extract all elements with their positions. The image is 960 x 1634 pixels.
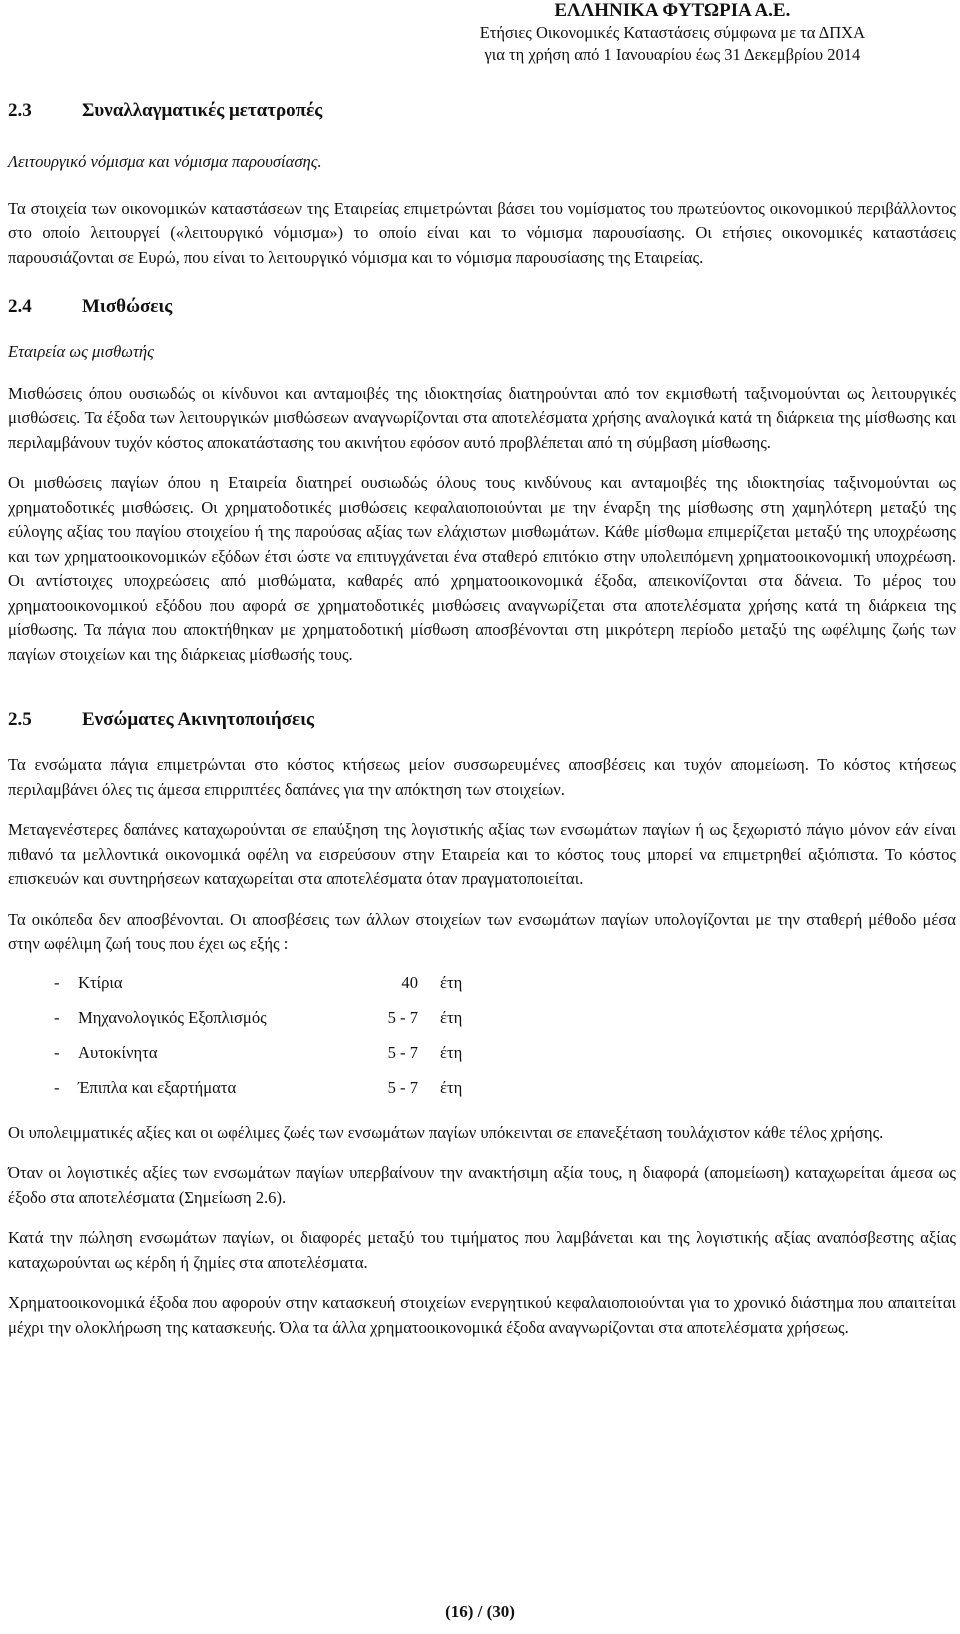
- list-item: - Αυτοκίνητα 5 - 7 έτη: [54, 1042, 463, 1062]
- section-2-5-paragraph-3: Τα οικόπεδα δεν αποσβένονται. Οι αποσβέσεις των άλλων στοιχείων των ενσωμάτων παγίων υπολογίζονται με την σταθερή μέθοδο μέσα στην ωφέλιμη ζωή τους που έχει ως εξής :: [8, 909, 956, 953]
- section-2-5-heading: [8, 707, 956, 733]
- list-item: - Έπιπλα και εξαρτήματα 5 - 7 έτη: [54, 1077, 463, 1097]
- section-number: 2.3: [8, 100, 32, 121]
- header-line-2: για τη χρήση από 1 Ιανουαρίου έως 31 Δεκεμβρίου 2014: [484, 45, 861, 64]
- list-item: - Κτίρια 40 έτη: [54, 972, 463, 992]
- section-2-4-paragraph-1: Μισθώσεις όπου ουσιωδώς οι κίνδυνοι και ανταμοιβές της ιδιοκτησίας διατηρούνται από τον εκμισθωτή ταξινομούνται ως λειτουργικές μισθώσεις. Τα έξοδα των λειτουργικών μισθώσεων αναγνωρίζονται στα αποτελέσματα χρήσης αναλογικά κατά τη διάρκεια της μίσθωσης και περιλαμβάνουν τυχόν κόστος αποκατάστασης του ακινήτου εφόσον αυτό προβλέπεται από τη σύμβαση μίσθωσης.: [8, 383, 956, 452]
- section-title: Μισθώσεις: [82, 296, 173, 317]
- section-2-5-paragraph-5: Όταν οι λογιστικές αξίες των ενσωμάτων παγίων υπερβαίνουν την ανακτήσιμη αξία τους, η διαφορά (απομείωση) καταχωρείται άμεσα ως έξοδο στα αποτελέσματα (Σημείωση 2.6).: [8, 1163, 956, 1207]
- section-2-4-subtitle: Εταιρεία ως μισθωτής: [8, 342, 154, 361]
- section-2-5-paragraph-7: Χρηματοοικονομικά έξοδα που αφορούν στην κατασκευή στοιχείων ενεργητικού κεφαλαιοποιούνται για το χρονικό διάστημα που απαιτείται μέχρι την ολοκλήρωση της κατασκευής. Όλα τα άλλα χρηματοοικονομικά έξοδα αναγνωρίζονται στα αποτελέσματα χρήσεως.: [8, 1293, 956, 1337]
- company-name: ΕΛΛΗΝΙΚΑ ΦΥΤΩΡΙΑ Α.Ε.: [554, 0, 791, 21]
- page-number: (16) / (30): [445, 1602, 515, 1621]
- page-content: [8, 98, 956, 1340]
- section-title: Συναλλαγματικές μετατροπές: [82, 100, 323, 121]
- section-2-3-heading: [8, 98, 956, 124]
- section-2-3-subtitle: Λειτουργικό νόμισμα και νόμισμα παρουσίασης.: [8, 152, 322, 171]
- list-item: - Μηχανολογικός Εξοπλισμός 5 - 7 έτη: [54, 1007, 463, 1027]
- page-header: [480, 0, 865, 66]
- section-2-5-paragraph-4: Οι υπολειμματικές αξίες και οι ωφέλιμες ζωές των ενσωμάτων παγίων υπόκεινται σε επανεξέταση τουλάχιστον κάθε τέλος χρήσης.: [8, 1122, 884, 1142]
- section-number: 2.4: [8, 296, 32, 317]
- section-title: Ενσώματες Ακινητοποιήσεις: [82, 709, 314, 730]
- section-2-5-paragraph-1: Τα ενσώματα πάγια επιμετρώνται στο κόστος κτήσεως μείον συσσωρευμένες αποσβέσεις και τυχόν απομείωση. Το κόστος κτήσεως περιλαμβάνει όλες τις άμεσα επιρριπτέες δαπάνες για την απόκτηση των στοιχείων.: [8, 755, 956, 799]
- section-2-3-paragraph-1: Τα στοιχεία των οικονομικών καταστάσεων της Εταιρείας επιμετρώνται βάσει του νομίσματος του πρωτεύοντος οικονομικού περιβάλλοντος στο οποίο λειτουργεί («λειτουργικό νόμισμα») το οποίο είναι και το νόμισμα παρουσίασης. Οι ετήσιες οικονομικές καταστάσεις παρουσιάζονται σε Ευρώ, που είναι το λειτουργικό νόμισμα και το νόμισμα παρουσίασης της Εταιρείας.: [8, 198, 956, 267]
- section-2-4-paragraph-2: Οι μισθώσεις παγίων όπου η Εταιρεία διατηρεί ουσιωδώς όλους τους κινδύνους και ανταμοιβές της ιδιοκτησίας ταξινομούνται ως χρηματοδοτικές μισθώσεις. Οι χρηματοδοτικές μισθώσεις κεφαλαιοποιούνται με την έναρξη της μίσθωσης στη χαμηλότερη μεταξύ της εύλογης αξίας του παγίου στοιχείου ή της παρούσας αξίας των ελάχιστων μισθωμάτων. Κάθε μίσθωμα επιμερίζεται μεταξύ της υποχρέωσης και των χρηματοοικονομικών εξόδων έτσι ώστε να επιτυγχάνεται ένα σταθερό επιτόκιο στην υπολειπόμενη χρηματοοικονομική υποχρέωση. Οι αντίστοιχες υποχρεώσεις από μισθώματα, καθαρές από χρηματοοικονομικά έξοδα, απεικονίζονται στα δάνεια. Το μέρος του χρηματοοικονομικού εξόδου που αφορά σε χρηματοδοτικές μισθώσεις αναγνωρίζεται στα αποτελέσματα χρήσης κατά τη διάρκεια της μίσθωσης. Τα πάγια που αποκτήθηκαν με χρηματοδοτική μίσθωση αποσβένονται στη μικρότερη περίοδο μεταξύ της ωφέλιμης ζωής των παγίων στοιχείων και της διάρκειας μίσθωσής τους.: [8, 473, 956, 664]
- section-2-5-paragraph-2: Μεταγενέστερες δαπάνες καταχωρούνται σε επαύξηση της λογιστικής αξίας των ενσωμάτων παγίων ή ως ξεχωριστό πάγιο μόνον εάν είναι πιθανό τα μελλοντικά οικονομικά οφέλη να εισρεύσουν στην Εταιρεία και το κόστος τους μπορεί να επιμετρηθεί αξιόπιστα. Το κόστος επισκευών και συντηρήσεων καταχωρείται στα αποτελέσματα όταν πραγματοποιείται.: [8, 820, 956, 888]
- useful-lives-list: [8, 965, 956, 1105]
- header-line-1: Ετήσιες Οικονομικές Καταστάσεις σύμφωνα με τα ΔΠΧΑ: [479, 23, 865, 42]
- section-2-5-paragraph-6: Κατά την πώληση ενσωμάτων παγίων, οι διαφορές μεταξύ του τιμήματος που λαμβάνεται και της λογιστικής αξίας αναπόσβεστης αξίας καταχωρούνται ως κέρδη ή ζημίες στα αποτελέσματα.: [8, 1228, 956, 1272]
- section-number: 2.5: [8, 709, 32, 730]
- section-2-4-heading: [8, 294, 956, 320]
